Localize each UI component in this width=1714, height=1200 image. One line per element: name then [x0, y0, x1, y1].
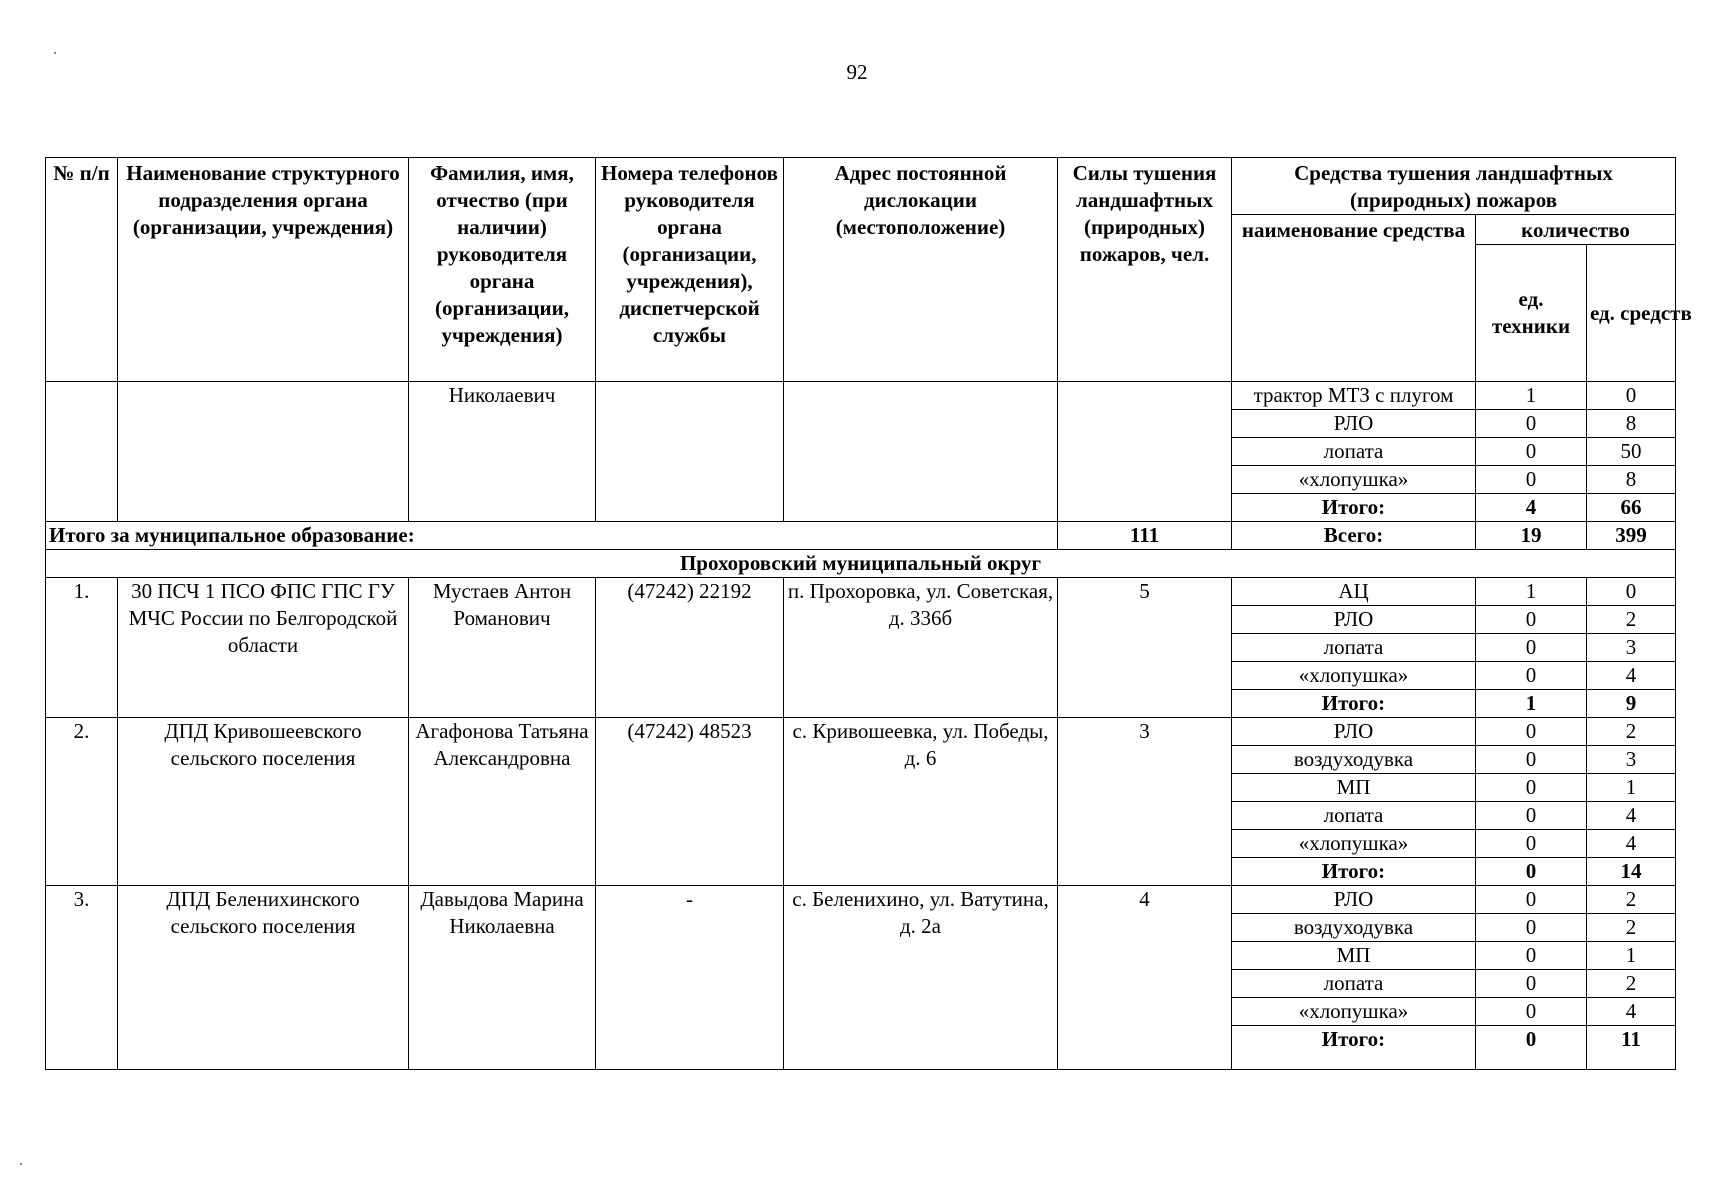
municipal-total-row: [46, 522, 1676, 550]
equipment-name: лопата: [1232, 634, 1476, 662]
municipal-total-forces: 111: [1058, 522, 1232, 550]
equipment-tech-count: 0: [1476, 606, 1587, 634]
equipment-means-count: 2: [1587, 914, 1676, 942]
equipment-name: «хлопушка»: [1232, 662, 1476, 690]
equipment-tech-count: 0: [1476, 886, 1587, 914]
table-row: [46, 578, 1676, 606]
equipment-means-count: 8: [1587, 410, 1676, 438]
head-name: Давыдова Марина Николаевна: [409, 886, 596, 1070]
subtotal-label: Итого:: [1232, 494, 1476, 522]
equipment-name: «хлопушка»: [1232, 998, 1476, 1026]
equipment-means-count: 2: [1587, 606, 1676, 634]
phone-number: [596, 382, 784, 522]
phone-number: -: [596, 886, 784, 1070]
forces-count: 3: [1058, 718, 1232, 886]
header-address: Адрес постоянной дислокации (местоположение): [784, 158, 1058, 382]
municipal-total-tech: 19: [1476, 522, 1587, 550]
equipment-tech-count: 1: [1476, 690, 1587, 718]
equipment-name: лопата: [1232, 802, 1476, 830]
equipment-name: РЛО: [1232, 606, 1476, 634]
table-row: [46, 886, 1676, 914]
head-name: Николаевич: [409, 382, 596, 522]
equipment-means-count: 11: [1587, 1026, 1676, 1070]
equipment-tech-count: 1: [1476, 382, 1587, 410]
equipment-tech-count: 0: [1476, 802, 1587, 830]
equipment-tech-count: 1: [1476, 578, 1587, 606]
page-number: 92: [846, 60, 868, 84]
equipment-name: трактор МТЗ с плугом: [1232, 382, 1476, 410]
unit-name: 30 ПСЧ 1 ПСО ФПС ГПС ГУ МЧС России по Белгородской области: [118, 578, 409, 718]
equipment-tech-count: 0: [1476, 634, 1587, 662]
equipment-tech-count: 0: [1476, 830, 1587, 858]
header-forces: Силы тушения ландшафтных (природных) пожаров, чел.: [1058, 158, 1232, 382]
equipment-name: МП: [1232, 942, 1476, 970]
equipment-tech-count: 0: [1476, 466, 1587, 494]
equipment-means-count: 2: [1587, 718, 1676, 746]
row-number: 2.: [46, 718, 118, 886]
equipment-tech-count: 0: [1476, 774, 1587, 802]
subtotal-label: Итого:: [1232, 690, 1476, 718]
municipal-total-means: 399: [1587, 522, 1676, 550]
forces-count: 5: [1058, 578, 1232, 718]
row-number: 1.: [46, 578, 118, 718]
equipment-tech-count: 4: [1476, 494, 1587, 522]
equipment-tech-count: 0: [1476, 746, 1587, 774]
equipment-tech-count: 0: [1476, 942, 1587, 970]
section-row: [46, 550, 1676, 578]
equipment-means-count: 4: [1587, 830, 1676, 858]
unit-name: ДПД Кривошеевского сельского поселения: [118, 718, 409, 886]
equipment-means-count: 2: [1587, 886, 1676, 914]
address: [784, 382, 1058, 522]
equipment-name: «хлопушка»: [1232, 466, 1476, 494]
equipment-tech-count: 0: [1476, 662, 1587, 690]
header-phones: Номера телефонов руководителя органа (организации, учреждения), диспетчерской службы: [596, 158, 784, 382]
equipment-name: РЛО: [1232, 718, 1476, 746]
unit-name: [118, 382, 409, 522]
equipment-means-count: 0: [1587, 578, 1676, 606]
header-head-name: Фамилия, имя, отчество (при наличии) руководителя органа (организации, учреждения): [409, 158, 596, 382]
equipment-name: «хлопушка»: [1232, 830, 1476, 858]
equipment-tech-count: 0: [1476, 1026, 1587, 1070]
equipment-means-count: 4: [1587, 662, 1676, 690]
address: п. Прохоровка, ул. Советская, д. 336б: [784, 578, 1058, 718]
equipment-name: АЦ: [1232, 578, 1476, 606]
equipment-name: воздуходувка: [1232, 914, 1476, 942]
equipment-name: лопата: [1232, 438, 1476, 466]
subtotal-label: Итого:: [1232, 1026, 1476, 1070]
table-body: [46, 382, 1676, 1070]
equipment-tech-count: 0: [1476, 438, 1587, 466]
equipment-means-count: 3: [1587, 634, 1676, 662]
equipment-name: МП: [1232, 774, 1476, 802]
municipal-total-all-label: Всего:: [1232, 522, 1476, 550]
scan-speck: [20, 1163, 22, 1165]
head-name: Агафонова Татьяна Александровна: [409, 718, 596, 886]
head-name: Мустаев Антон Романович: [409, 578, 596, 718]
equipment-tech-count: 0: [1476, 914, 1587, 942]
equipment-tech-count: 0: [1476, 410, 1587, 438]
equipment-means-count: 3: [1587, 746, 1676, 774]
phone-number: (47242) 48523: [596, 718, 784, 886]
equipment-name: лопата: [1232, 970, 1476, 998]
forces-count: 4: [1058, 886, 1232, 1070]
equipment-tech-count: 0: [1476, 970, 1587, 998]
equipment-means-count: 66: [1587, 494, 1676, 522]
header-means-name: наименование средства: [1232, 215, 1476, 382]
equipment-tech-count: 0: [1476, 858, 1587, 886]
equipment-means-count: 1: [1587, 774, 1676, 802]
equipment-means-count: 50: [1587, 438, 1676, 466]
equipment-name: воздуходувка: [1232, 746, 1476, 774]
header-unit-name: Наименование структурного подразделения органа (организации, учреждения): [118, 158, 409, 382]
equipment-means-count: 4: [1587, 802, 1676, 830]
address: с. Кривошеевка, ул. Победы, д. 6: [784, 718, 1058, 886]
header-units-tech: ед. техники: [1476, 245, 1587, 382]
fire-means-table: [45, 157, 1692, 1070]
forces-count: [1058, 382, 1232, 522]
row-number: 3.: [46, 886, 118, 1070]
equipment-means-count: 8: [1587, 466, 1676, 494]
municipal-total-label: Итого за муниципальное образование:: [46, 522, 1058, 550]
header-units-means: ед. средств: [1587, 245, 1676, 382]
equipment-tech-count: 0: [1476, 998, 1587, 1026]
equipment-means-count: 14: [1587, 858, 1676, 886]
equipment-name: РЛО: [1232, 886, 1476, 914]
equipment-means-count: 9: [1587, 690, 1676, 718]
equipment-means-count: 0: [1587, 382, 1676, 410]
address: с. Беленихино, ул. Ватутина, д. 2а: [784, 886, 1058, 1070]
equipment-means-count: 2: [1587, 970, 1676, 998]
header-quantity: количество: [1476, 215, 1676, 245]
header-num: № п/п: [46, 158, 118, 382]
equipment-tech-count: 0: [1476, 718, 1587, 746]
subtotal-label: Итого:: [1232, 858, 1476, 886]
table-row: [46, 382, 1676, 410]
header-means-group: Средства тушения ландшафтных (природных) пожаров: [1232, 158, 1676, 215]
table-row: [46, 718, 1676, 746]
section-title: Прохоровский муниципальный округ: [46, 550, 1676, 578]
equipment-means-count: 1: [1587, 942, 1676, 970]
equipment-name: РЛО: [1232, 410, 1476, 438]
row-number: [46, 382, 118, 522]
unit-name: ДПД Беленихинского сельского поселения: [118, 886, 409, 1070]
phone-number: (47242) 22192: [596, 578, 784, 718]
equipment-means-count: 4: [1587, 998, 1676, 1026]
scan-speck: [54, 52, 56, 54]
